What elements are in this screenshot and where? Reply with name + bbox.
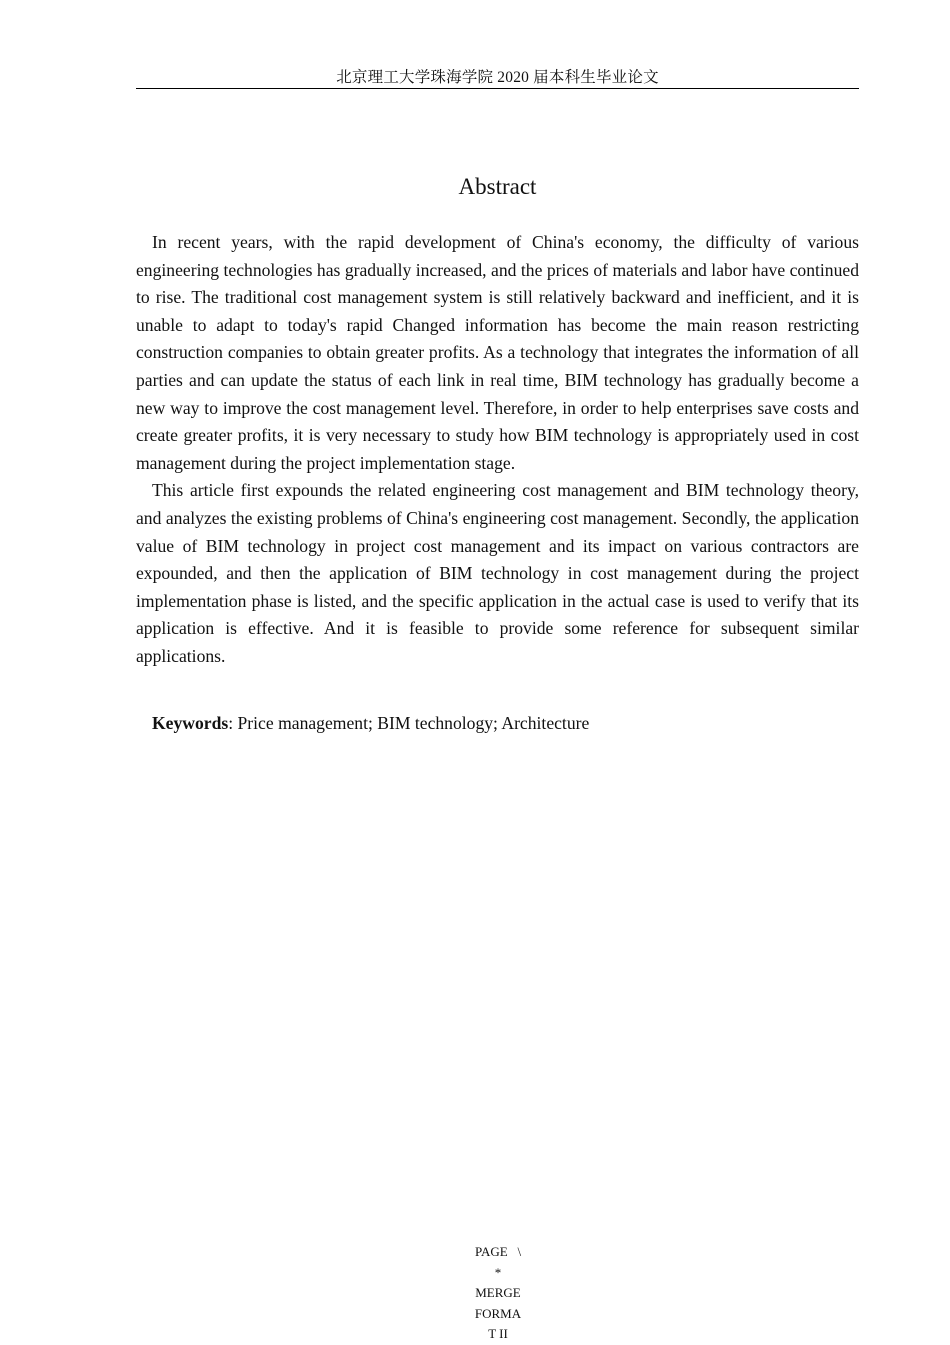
footer-line: T II [488, 1326, 508, 1341]
abstract-title: Abstract [458, 174, 537, 199]
footer-line: MERGE [475, 1285, 521, 1300]
abstract-paragraph: This article first expounds the related engineering cost management and BIM technology theory, and analyzes the existing problems of China's engineering cost management. Secondly, the application value of BIM technology in project cost management and its impact on various contractors are expounded, and then the application of BIM technology in cost management during the project implementation phase is listed, and the specific application in the actual case is used to verify that its application is effective. And it is feasible to provide some reference for subsequent similar applications. [136, 480, 859, 666]
abstract-body [136, 229, 859, 671]
keywords-line [136, 710, 859, 737]
header-text: 北京理工大学珠海学院 2020 届本科生毕业论文 [336, 69, 659, 86]
footer-line: PAGE \ [474, 1244, 522, 1259]
page-number-field [467, 1242, 529, 1345]
page-header [136, 67, 859, 89]
keywords-text: : Price management; BIM technology; Architecture [228, 713, 590, 733]
abstract-paragraph: In recent years, with the rapid development of China's economy, the difficulty of various engineering technologies has gradually increased, and the prices of materials and labor have continued to rise. The traditional cost management system is still relatively backward and inefficient, and it is unable to adapt to today's rapid Changed information has become the main reason restricting construction companies to obtain greater profits. As a technology that integrates the information of all parties and can update the status of each link in real time, BIM technology has gradually become a new way to improve the cost management level. Therefore, in order to help enterprises save costs and create greater profits, it is very necessary to study how BIM technology is appropriately used in cost management during the project implementation stage. [136, 232, 859, 473]
keywords-label: Keywords [152, 713, 229, 733]
footer-line: FORMA [474, 1305, 522, 1321]
footer-line: * [494, 1264, 502, 1280]
